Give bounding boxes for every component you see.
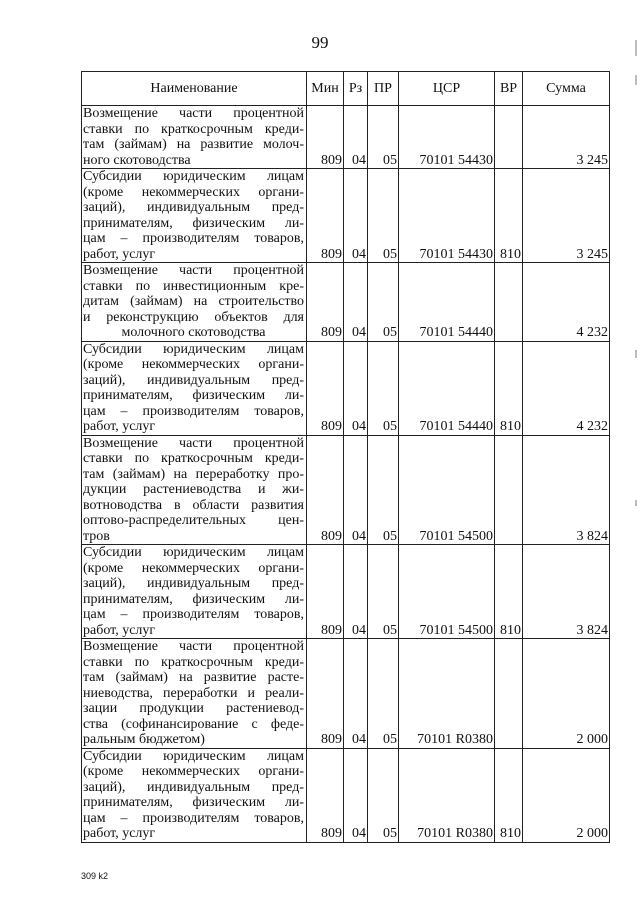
cell-sum: 3 245: [523, 106, 610, 169]
row-name-line: (кроме некоммерческих органи-: [83, 357, 304, 372]
row-name: [82, 639, 307, 749]
cell-pr: 05: [368, 748, 399, 842]
cell-rz: 04: [344, 545, 368, 639]
scan-edge-mark: [635, 350, 637, 358]
cell-rz: 04: [344, 639, 368, 749]
row-name: [82, 748, 307, 842]
scan-edge-mark: [635, 500, 637, 506]
cell-pr: 05: [368, 169, 399, 263]
row-name-line: ставки по краткосрочным креди-: [83, 121, 304, 137]
row-name: [82, 545, 307, 639]
row-name-line: принимателям, физическим ли-: [83, 591, 304, 607]
cell-min: 809: [307, 748, 344, 842]
cell-rz: 04: [344, 169, 368, 263]
cell-sum: 3 245: [523, 169, 610, 263]
row-name-line: молочного скотоводства: [121, 325, 266, 340]
scan-edge-mark: [635, 40, 637, 56]
cell-min: 809: [307, 341, 344, 435]
table-row: [82, 263, 610, 342]
cell-pr: 05: [368, 435, 399, 545]
footer-code: 309 k2: [81, 871, 109, 881]
cell-vr: [495, 106, 523, 169]
cell-sum: 2 000: [523, 639, 610, 749]
row-name-line: работ, услуг: [83, 419, 156, 434]
cell-min: 809: [307, 435, 344, 545]
row-name-line: Субсидии юридическим лицам: [83, 748, 304, 764]
cell-sum: 2 000: [523, 748, 610, 842]
cell-sum: 4 232: [523, 341, 610, 435]
cell-rz: 04: [344, 341, 368, 435]
cell-pr: 05: [368, 263, 399, 342]
cell-rz: 04: [344, 435, 368, 545]
row-name-line: Возмещение части процентной: [83, 106, 304, 121]
cell-vr: 810: [495, 748, 523, 842]
cell-csr: 70101 54440: [399, 263, 495, 342]
row-name-line: принимателям, физическим ли-: [83, 795, 304, 810]
cell-sum: 4 232: [523, 263, 610, 342]
budget-table: [81, 71, 610, 843]
row-name-line: дитам (займам) на строительство: [83, 294, 304, 309]
cell-vr: 810: [495, 545, 523, 639]
table-row: [82, 169, 610, 263]
header-rz: Рз: [344, 72, 368, 106]
cell-pr: 05: [368, 341, 399, 435]
cell-pr: 05: [368, 639, 399, 749]
row-name-line: работ, услуг: [83, 246, 156, 262]
row-name-line: вотноводства в области развития: [83, 497, 304, 513]
cell-vr: 810: [495, 341, 523, 435]
cell-pr: 05: [368, 545, 399, 639]
header-pr: ПР: [368, 72, 399, 106]
row-name-line: работ, услуг: [83, 622, 156, 638]
row-name-line: цам – производителям товаров,: [83, 607, 304, 622]
cell-csr: 70101 R0380: [399, 748, 495, 842]
row-name-line: ного скотоводства: [83, 152, 191, 168]
row-name-line: работ, услуг: [83, 826, 156, 841]
row-name-line: (кроме некоммерческих органи-: [83, 764, 304, 779]
cell-vr: [495, 639, 523, 749]
header-csr: ЦСР: [399, 72, 495, 106]
row-name-line: цам – производителям товаров,: [83, 403, 304, 419]
cell-rz: 04: [344, 748, 368, 842]
cell-csr: 70101 R0380: [399, 639, 495, 749]
row-name-line: там (займам) на развитие молоч-: [83, 137, 304, 152]
row-name-line: заций), индивидуальным пред-: [83, 200, 304, 215]
row-name-line: ставки по инвестиционным кре-: [83, 278, 304, 294]
cell-vr: 810: [495, 169, 523, 263]
row-name-line: заций), индивидуальным пред-: [83, 779, 304, 795]
table-row: [82, 435, 610, 545]
row-name: [82, 106, 307, 169]
row-name-line: заций), индивидуальным пред-: [83, 372, 304, 388]
header-sum: Сумма: [523, 72, 610, 106]
cell-vr: [495, 263, 523, 342]
row-name-line: Субсидии юридическим лицам: [83, 169, 304, 184]
cell-csr: 70101 54430: [399, 106, 495, 169]
row-name: [82, 435, 307, 545]
row-name-line: зации продукции растениевод-: [83, 701, 304, 716]
scan-edge-mark: [635, 75, 637, 85]
table-row: [82, 106, 610, 169]
row-name-line: цам – производителям товаров,: [83, 231, 304, 246]
row-name-line: ниеводства, переработки и реали-: [83, 685, 304, 701]
row-name-line: дукции растениеводства и жи-: [83, 482, 304, 497]
cell-sum: 3 824: [523, 435, 610, 545]
row-name-line: цам – производителям товаров,: [83, 810, 304, 826]
row-name-line: (кроме некоммерческих органи-: [83, 560, 304, 576]
cell-csr: 70101 54500: [399, 545, 495, 639]
cell-rz: 04: [344, 106, 368, 169]
row-name: [82, 169, 307, 263]
header-min: Мин: [307, 72, 344, 106]
row-name: [82, 263, 307, 342]
cell-min: 809: [307, 545, 344, 639]
table-row: [82, 639, 610, 749]
row-name: [82, 341, 307, 435]
row-name-line: и реконструкцию объектов для: [83, 309, 304, 325]
header-vr: ВР: [495, 72, 523, 106]
row-name-line: (кроме некоммерческих органи-: [83, 184, 304, 200]
cell-csr: 70101 54430: [399, 169, 495, 263]
row-name-line: Возмещение части процентной: [83, 639, 304, 654]
table-row: [82, 748, 610, 842]
row-name-line: ставки по краткосрочным креди-: [83, 654, 304, 670]
cell-pr: 05: [368, 106, 399, 169]
cell-vr: [495, 435, 523, 545]
cell-sum: 3 824: [523, 545, 610, 639]
table-header-row: [82, 72, 610, 106]
table-row: [82, 341, 610, 435]
row-name-line: Возмещение части процентной: [83, 263, 304, 278]
cell-min: 809: [307, 639, 344, 749]
row-name-line: Возмещение части процентной: [83, 435, 304, 451]
cell-rz: 04: [344, 263, 368, 342]
row-name-line: Субсидии юридическим лицам: [83, 341, 304, 357]
row-name-line: тров: [83, 528, 110, 544]
header-name: Наименование: [82, 72, 307, 106]
cell-min: 809: [307, 106, 344, 169]
cell-csr: 70101 54500: [399, 435, 495, 545]
row-name-line: ставки по краткосрочным креди-: [83, 451, 304, 466]
page-number: 99: [311, 33, 329, 52]
row-name-line: заций), индивидуальным пред-: [83, 576, 304, 591]
cell-csr: 70101 54440: [399, 341, 495, 435]
cell-min: 809: [307, 263, 344, 342]
row-name-line: принимателям, физическим ли-: [83, 388, 304, 403]
table-row: [82, 545, 610, 639]
row-name-line: ства (софинансирование с феде-: [83, 716, 304, 732]
row-name-line: оптово-распределительных цен-: [83, 513, 304, 528]
cell-min: 809: [307, 169, 344, 263]
row-name-line: принимателям, физическим ли-: [83, 215, 304, 231]
row-name-line: там (займам) на переработку про-: [83, 466, 304, 482]
row-name-line: ральным бюджетом): [83, 732, 205, 747]
row-name-line: Субсидии юридическим лицам: [83, 545, 304, 560]
row-name-line: там (займам) на развитие расте-: [83, 670, 304, 685]
